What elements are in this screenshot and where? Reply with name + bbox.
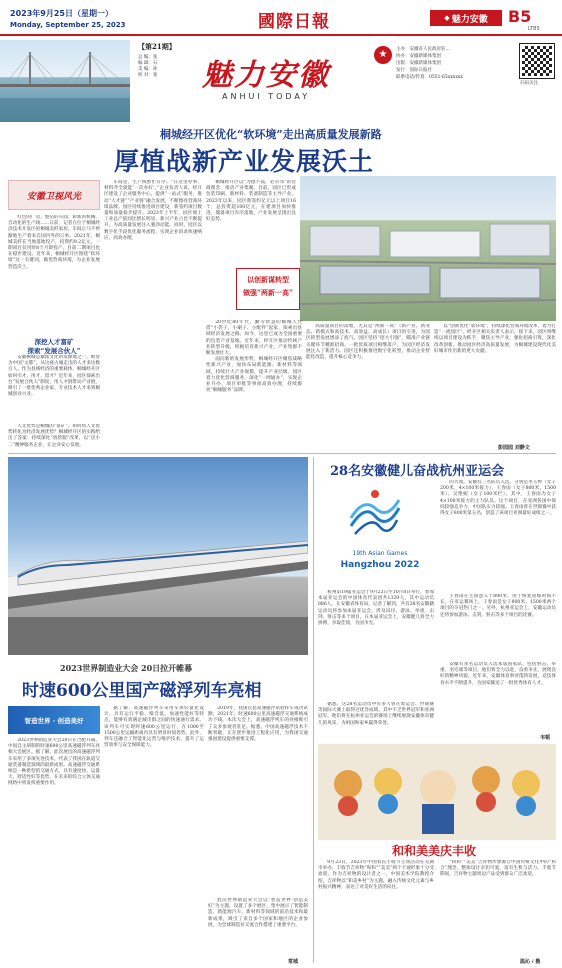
lead-col-6: [434, 324, 556, 442]
harvest-col-1: [318, 860, 434, 964]
col-text: 据悉，这28名运动员中有多人曾在奥运会、世锦赛等国际大赛上取得过优异成绩，其中不乏世界冠军和亚洲冠军。他们将在杭州亚运会的赛场上继续展现安徽体育健儿的风采，为祖国和家乡赢得荣誉。: [318, 702, 434, 726]
contact-mail: 联系电话/传真：0551-65xxxxxx: [396, 75, 463, 80]
diamond-icon: ◆: [444, 14, 450, 22]
col-text: 2019年，我国首套高速磁浮试验样车成功试跑；2021年，时速600公里高速磁浮交通系统成功下线。本次大会上，高速磁浮列车的亮相吸引了众多参观者驻足。据悉，中国高速磁浮技术不断突破，正在逐步推进工程化应用，为我国交通强国建设提供重要支撑。: [208, 706, 308, 743]
lead-img-caption: [236, 268, 300, 310]
asian-games-logo-icon: [345, 486, 405, 546]
lead-subhead: [8, 337, 100, 355]
maglev-col-1: [8, 738, 100, 964]
banner-en: ANHUI TODAY: [222, 92, 311, 101]
caption-line: 以创新谋转型: [247, 275, 289, 284]
maglev-col-3: [208, 706, 308, 896]
asiad-col-3: [440, 480, 556, 590]
redstar-icon: ★: [374, 46, 392, 64]
harvest-col-2: [440, 860, 556, 956]
col-text: 王春雨在主项意义于800米，由于恢复训练时间不长，在亚运赛场上，王春雨是女子800米、1500米两个项目的夺冠热门之一。另外，杭州亚运会上，安徽运动员还将参加游泳、击剑、射击等多个项目的比赛。: [440, 594, 556, 618]
factory-photo: [300, 176, 556, 321]
asiad-col-1: [318, 590, 434, 700]
issue-number: 【第21期】: [138, 42, 176, 51]
qr-caption: 扫码关注: [520, 81, 538, 86]
harvest-photo: [318, 744, 556, 840]
lead-para: [8, 355, 100, 423]
asiad-author: 韦韬: [540, 735, 551, 741]
col-text: 此次世界制造业大会以“智造世界·创造美好”为主题，设置了多个展区，集中展示了智能制造、新能源汽车、新材料等领域的前沿技术和最新成果，吸引了来自多个国家和地区的企业参展，为全球制造业交流合作搭建了重要平台。: [208, 898, 308, 928]
maglev-banner: [8, 706, 100, 734]
header-bar: [0, 0, 562, 36]
col-text: 20世纪80年代，勤劳智慧的桐城人凭借“小袋子、小刷子、小配件”起家，探索出县域经济发展之路。如今，这里已成为全国重要的包装产业基地。近年来，经开区推动传统产业转型升级，积极培育新兴产业，产业集群不断发展壮大。: [206, 320, 302, 357]
section-label: 魅力安徽: [451, 14, 488, 25]
col-text: 据了解，高速磁浮列车采用车体轻量化设计，具有运行平稳、噪音低、加速性能好等特点，能够有效满足城市群之间的快速通行需求。该列车可实现时速600公里运行，在1000至1500公里运输距离内具有明显时间优势。此外，列车还融合了智能化运营与维护技术，提升了运营效率与安全保障能力。: [104, 706, 204, 749]
maglev-caption: 2023世界制造业大会 20日拉开帷幕: [60, 663, 193, 673]
contact-line: 出版：安徽新媒体集团: [396, 61, 441, 66]
contact-line: 发行：国际日报社: [396, 68, 432, 73]
maglev-headline: 时速600公里国产磁浮列车亮相: [22, 681, 262, 701]
col-text: 9月23日，2023年中国农民丰收节主场活动在芜湖市举办，丰收节吉祥物“和和”“美美”两个卡通形象十分受欢迎。作为吉祥物的设计者之一，中国美术学院教授介绍，吉祥物以“和美乡村”为主题，融入传统文化元素与乡村振兴精神，表达了对美好生活的向往。: [318, 860, 434, 890]
bridge-photo: [0, 40, 130, 122]
lead-author: 彭园园 刘静文: [498, 445, 530, 451]
banner: [0, 40, 562, 122]
lead-col-banner: [8, 180, 100, 210]
industrial-park-icon: [300, 176, 556, 321]
lead-col-2: [104, 180, 202, 450]
masthead: 國際日報: [258, 12, 330, 32]
staff-line: 校 对：张: [138, 73, 158, 78]
lead-para-text: 安徽桐城是徽派文化的发源地之一，被誉为中国“文都”，从这座古城走出的人才多达数百人。作为县域经济的重要载体，桐城经开区如何引才、用才、留才？近年来，园区探索出台“发展合伙人”制度，用人才链带动产业链，吸引了一批优秀企业家、专业技术人才来到桐城创业兴业。: [8, 355, 100, 398]
contact-line: 协办：安徽新媒体集团: [396, 54, 441, 59]
staff-line: 总 编：张: [138, 55, 158, 60]
col-text: 高质量项目的落地，尤其是“两新一高”（新产业、新业态、新模式和高技术、高效益、高成长）项目的引进，为园区转型发展增添了底气。园区坚持“招大引强”，瞄准产业链关键环节精准招商，一批优质项目相继落户，为园区经济发展注入了新活力。园区还积极推进数字化转型，推动企业智能化改造，提升核心竞争力。: [306, 324, 430, 361]
col-text: 安徽有多名运动员入选本届国家队，包括射击、举重、羽毛球等项目。他们将全力以赴，奋勇争先，展现良好的精神风貌。近年来，安徽体育事业蓬勃发展，竞技体育水平不断提升，为国家输送了一批优秀体育人才。: [440, 662, 556, 686]
lead-col-5: [306, 324, 430, 450]
contact-line: 主办：安徽省人民政府驻...: [396, 47, 450, 52]
section-tag: [430, 10, 502, 26]
col-text: 面向新的发展形势，桐城经开区聚焦战略性新兴产业，加快布局新能源、新材料等领域，持续壮大产业规模，提升产业层级。园区着力优化营商服务，深化“一网通办”，实现企业开办、项目审批等事项高效办理，持续擦亮“桐城服务”品牌。: [206, 357, 302, 394]
maglev-col-2: [104, 706, 204, 964]
maglev-photo: [8, 457, 308, 655]
maglev-col-4: [208, 898, 308, 958]
staff-line: 美 编：孙: [138, 67, 158, 72]
maglev-banner-text: 智造世界 · 创造美好: [24, 716, 84, 725]
asiad-logo: [320, 482, 430, 586]
bridge-icon: [0, 40, 130, 122]
date-en: Monday, September 25, 2023: [10, 21, 126, 29]
date-cn: 2023年9月25日（星期一）: [10, 9, 113, 18]
col-banner-text: 安徽卫视风光: [26, 191, 81, 202]
banner-title: 魅力安徽: [202, 58, 330, 93]
issue-box: [138, 42, 198, 118]
col-text: 以“创新优化“软环境”，持续深化营商环境改革，着力打造“一流园区”。经开区相关负责人表示，接下来，园区将继续以项目建设为抓手，聚焦主导产业，强化招商引资，深化改革创新，推动园区经济高质量发展，为桐城建设现代化美好城市作出新的更大贡献。: [434, 324, 556, 354]
staff-line: 编 辑：石: [138, 61, 158, 66]
asiad-col-5: [440, 662, 556, 732]
maglev-train-icon: [8, 457, 308, 655]
vertical-divider: [313, 457, 314, 963]
lead-para: [8, 215, 100, 335]
logo-en-1: 19th Asian Games: [352, 550, 408, 557]
col-text: “和和”“美美”吉祥物形象源自中国传统文化中的“和合”理念，整体设计亲切可爱，富有生机与活力。丰收节期间，吉祥物主题周边产品受到群众广泛欢迎。: [440, 860, 556, 878]
col-text: 桐城经开区以“为德不孤，必有邻”的营商理念，推动产业集聚。目前，园区已形成包装印刷、新材料、装备制造等主导产业。2023年以来，园区新签约亿元以上项目16个，总投资超100亿元，在建项目加快推进，储备项目有序落地，产业发展呈现出良好态势。: [206, 180, 296, 223]
subhead-line: 深挖人才富矿: [34, 338, 74, 346]
col-text: 2023世界制造业大会20日在合肥开幕，中国自主研制的时速600公里高速磁浮列车亮相大会展区。据了解，此次展出的高速磁浮列车采用了多项先进技术，代表了我国在轨道交通装备制造领域的最新成果。高速磁浮交通系统是一种新型的交通方式，具有速度快、运量大、舒适性好等优势，在未来的综合立体交通网络中将发挥重要作用。: [8, 738, 100, 787]
page-code: LTB5: [528, 26, 540, 32]
contact-box: [370, 40, 562, 122]
subhead-line: 探索“发展合伙人”: [27, 347, 81, 355]
col-text: 车间里，生产线繁忙有序。“在这里办事，材料齐全就能‘一次办好’。”企业负责人说。经开区建设了企业服务中心，提供“一站式”服务，推动“人才链”“产业链”融合发展，不断擦亮营商环境品牌。园区持续推进项目建设，新签约项目数量和质量稳步提升。2023年上半年，园区规上工业总产值同比增长明显，新兴产业占比不断提升，为高质量发展注入强劲动能。同时，园区以数字化手段优化服务流程，实现企业诉求快速响应、高效办理。: [104, 180, 202, 241]
caption-line: 做强“两新一高”: [242, 288, 294, 297]
lead-headline: 厚植战新产业发展沃土: [114, 147, 375, 176]
lead-para-text: 红色的厂房、整洁的车间、崭新的机械，自动化的生产线……日前，记者在位于桐城经济技术开发区的桐城美纤家居，车间正马不停蹄地生产着来自国内外的订单。2021年，桐城美纤在当地落地投产，投资约9.2亿元，一期项目仅用时8个月即投产，目前二期项目也在稳步建设。近年来，桐城经开区围绕“软环境”这一关键词，做优营商环境，为企业发展营造沃土。: [8, 215, 100, 270]
page-number: B5: [508, 7, 532, 26]
lead-col-4: [206, 320, 302, 450]
asiad-col-4: [440, 594, 556, 660]
harvest-author: 温沁 / 摄: [520, 959, 541, 965]
asiad-headline: 28名安徽健儿奋战杭州亚运会: [330, 464, 505, 479]
col-text: 的大项。安徽有三名队员入选，分别是李玉婷（女子200米、4×100米接力）、王春雨（女子800米、1500米）、吴艳妮（女子100米栏）。其中，王春雨为女子4×100米接力的主力队员。这个项目，在亚洲各国中保持较强竞争力，中国队实力较强。王春雨曾在世锦赛中获得女子800米第五名，创造了该项目亚洲最好成绩之一。: [440, 480, 556, 517]
harvest-title: 和和美美庆丰收: [392, 844, 477, 858]
col-text: 杭州第19届亚运会于9月23日至10月8日举行，参加本届亚运会的中国体育代表团共1329人，其中运动员886人。在安徽省体育局，记者了解到，共有28名安徽籍运动员将参加本届亚运会，涉及田径、游泳、举重、击剑、射击等多个项目。在本届亚运会上，安徽健儿将全力拼搏，争取佳绩，为国争光。: [318, 590, 434, 627]
lead-para: [8, 424, 100, 450]
logo-en-2: Hangzhou 2022: [340, 560, 420, 570]
lead-kicker: 桐城经开区优化“软环境”走出高质量发展新路: [160, 128, 382, 141]
lead-col-3: [206, 180, 296, 266]
maglev-author: 常城: [288, 959, 299, 965]
lead-para-text: 人文优势是桐城的“富矿”。如何将人文优势转化为经济发展优势？桐城经开区的实践给出了答案：持续深化“放管服”改革，以“店小二”精神服务企业，让企业安心发展。: [8, 424, 100, 448]
qr-code: [520, 44, 554, 78]
mascot-figures-icon: [318, 744, 556, 840]
divider: [8, 453, 556, 454]
